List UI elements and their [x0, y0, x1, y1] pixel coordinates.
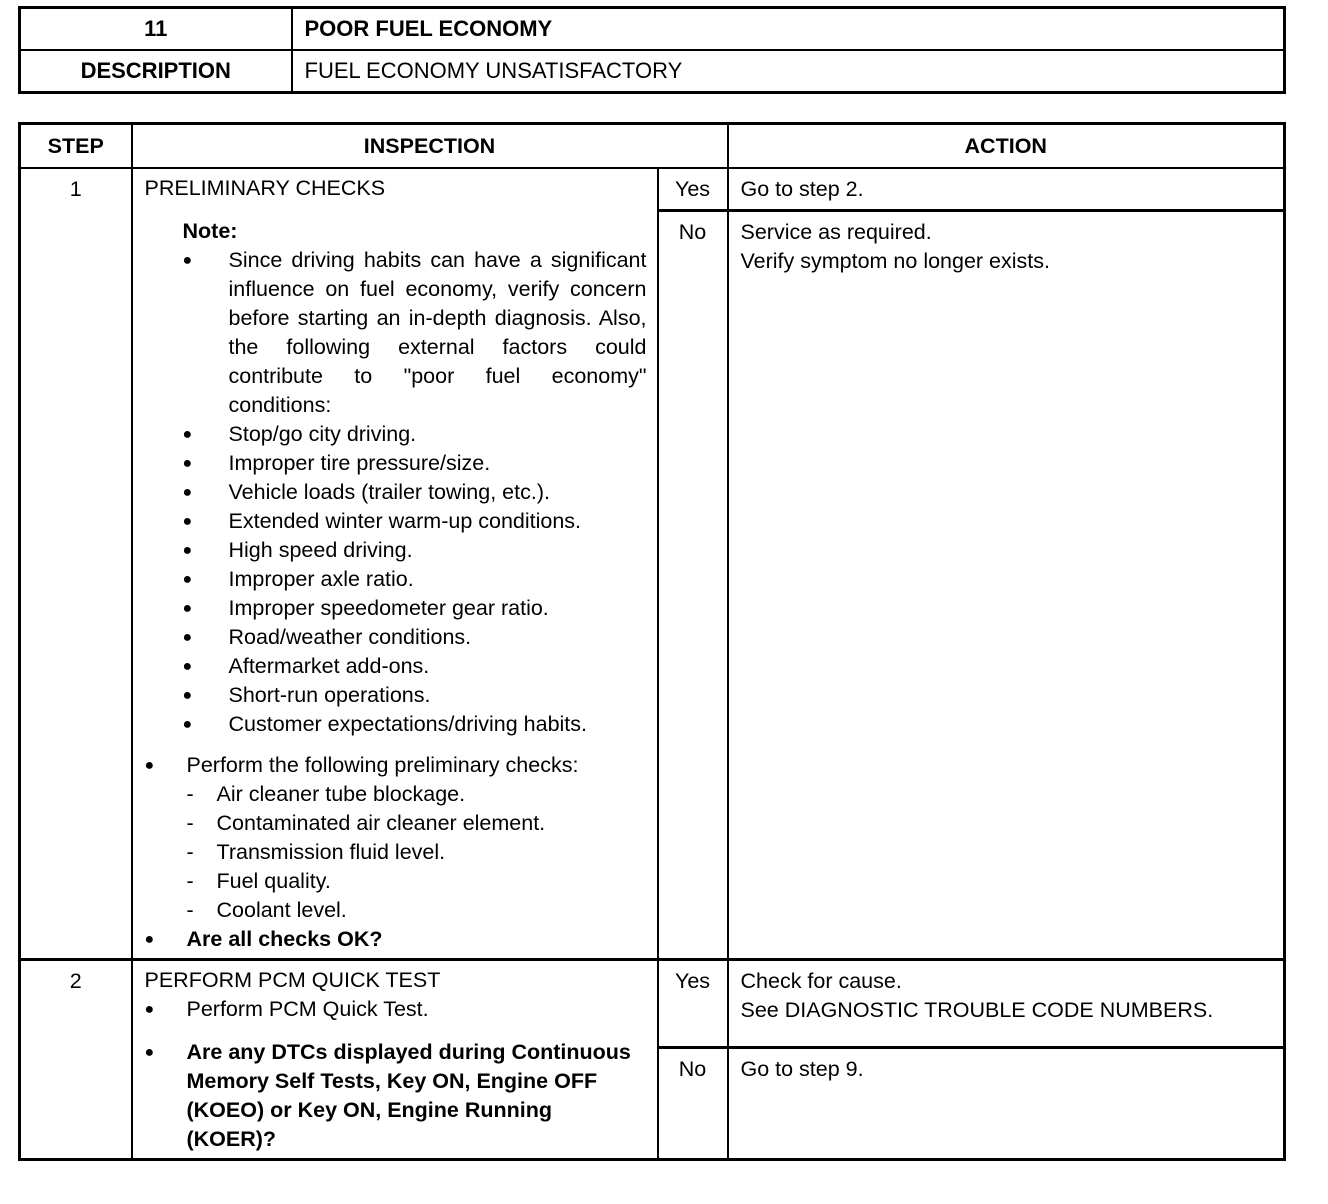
note-item: ● Improper tire pressure/size. — [183, 449, 645, 478]
step-2-yes-action — [728, 960, 1285, 1048]
note-item: ● Vehicle loads (trailer towing, etc.). — [183, 478, 645, 507]
note-item: ● Road/weather conditions. — [183, 623, 645, 652]
step-1-actions-list — [145, 751, 645, 954]
check-item: - Fuel quality. — [145, 867, 645, 896]
step-1-yes-action: Go to step 2. — [728, 168, 1285, 210]
step-1-yes-label: Yes — [658, 168, 728, 210]
checks-list — [187, 780, 645, 925]
step-2-yes-row — [20, 960, 1285, 1048]
check-item: - Transmission fluid level. — [145, 838, 645, 867]
note-item: ● Improper speedometer gear ratio. — [183, 594, 645, 623]
note-item: ● Short-run operations. — [183, 681, 645, 710]
perform-checks-item — [145, 751, 645, 925]
step-2-no-label: No — [658, 1048, 728, 1160]
step-2-no-action: Go to step 9. — [728, 1048, 1285, 1160]
step-2-number: 2 — [20, 960, 132, 1160]
step-2-list — [145, 995, 645, 1154]
step-2-inspection — [132, 960, 658, 1160]
perform-checks-label: Perform the following preliminary checks: — [186, 753, 579, 777]
symptom-number: 11 — [20, 8, 292, 51]
description-value: FUEL ECONOMY UNSATISFACTORY — [292, 50, 1285, 93]
step-1-no-label: No — [658, 210, 728, 960]
note-title: Note: — [182, 219, 238, 243]
step-2-item: ● Perform PCM Quick Test. — [145, 995, 645, 1024]
note-list — [183, 246, 645, 739]
note-item: ● Stop/go city driving. — [183, 420, 645, 449]
step-1-inspection — [132, 168, 658, 960]
column-header-inspection: INSPECTION — [132, 124, 728, 169]
diagnostic-table — [18, 122, 1286, 1161]
check-item: - Air cleaner tube blockage. — [145, 780, 645, 809]
step-2-title: PERFORM PCM QUICK TEST — [144, 968, 441, 992]
step-1-number: 1 — [20, 168, 132, 960]
note-item: ● Aftermarket add-ons. — [183, 652, 645, 681]
note-item: ● High speed driving. — [183, 536, 645, 565]
check-item: - Coolant level. — [145, 896, 645, 925]
step-1-no-action — [728, 210, 1285, 960]
step-1-title: PRELIMINARY CHECKS — [144, 176, 386, 200]
note-item: ● Extended winter warm-up conditions. — [183, 507, 645, 536]
description-label: DESCRIPTION — [20, 50, 292, 93]
column-header-step: STEP — [20, 124, 132, 169]
column-header-row — [20, 124, 1285, 169]
step-2-yes-action-line: Check for cause. — [740, 969, 902, 993]
step-1-yes-row — [20, 168, 1285, 210]
step-2-question: ● Are any DTCs displayed during Continuous Memory Self Tests, Key ON, Engine OFF (KOEO) or Key ON, Engine Running (KOER)? — [145, 1038, 645, 1154]
step-1-question: ● Are all checks OK? — [145, 925, 645, 954]
step-1-no-action-line: Service as required. — [740, 219, 932, 244]
header-row-description — [20, 50, 1285, 93]
step-1-no-action-line: Verify symptom no longer exists. — [740, 248, 1050, 273]
note-item: ● Since driving habits can have a significant influence on fuel economy, verify concern before starting an in-depth diagnosis. Also, the following external factors could contribute to "poor fuel economy" conditions: — [183, 246, 647, 420]
step-1-note — [183, 217, 645, 739]
note-item: ● Improper axle ratio. — [183, 565, 645, 594]
header-table — [18, 6, 1286, 94]
symptom-title: POOR FUEL ECONOMY — [292, 8, 1285, 51]
check-item: - Contaminated air cleaner element. — [145, 809, 645, 838]
note-item: ● Customer expectations/driving habits. — [183, 710, 645, 739]
header-row-title — [20, 8, 1285, 51]
column-header-action: ACTION — [728, 124, 1285, 169]
step-2-yes-label: Yes — [658, 960, 728, 1048]
step-2-yes-action-line: See DIAGNOSTIC TROUBLE CODE NUMBERS. — [740, 998, 1214, 1022]
